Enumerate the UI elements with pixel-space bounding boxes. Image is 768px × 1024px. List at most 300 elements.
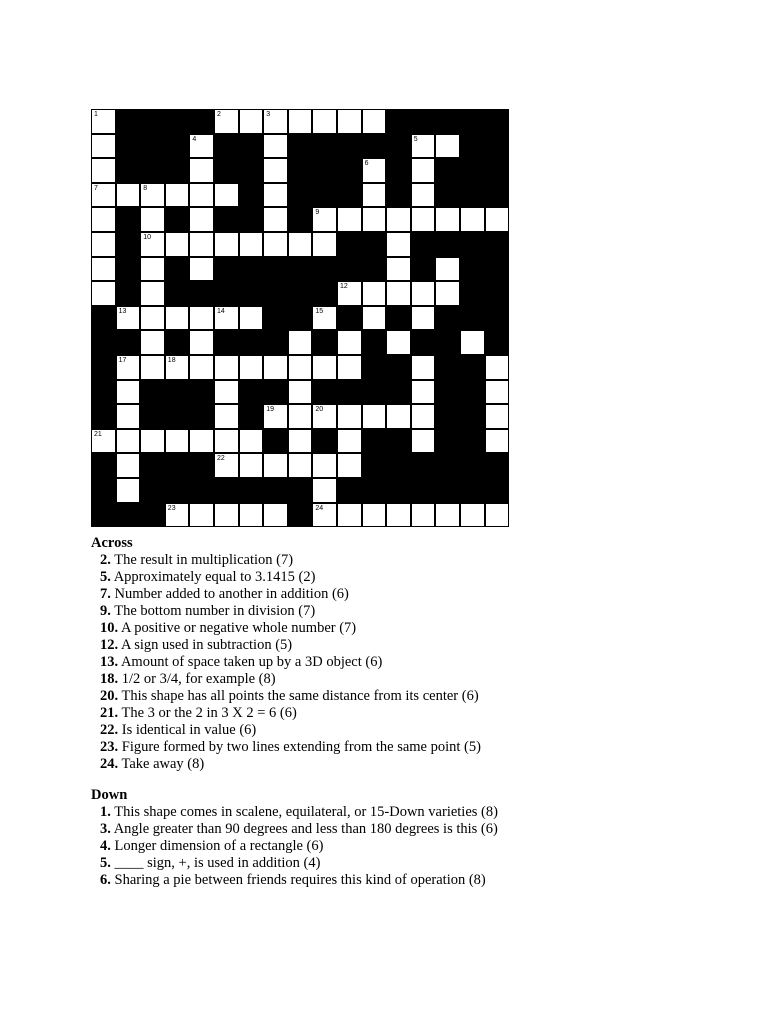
grid-cell-white[interactable] bbox=[263, 109, 288, 134]
grid-cell-black bbox=[485, 330, 510, 355]
grid-cell-white[interactable] bbox=[116, 429, 141, 454]
grid-cell-white[interactable] bbox=[337, 404, 362, 429]
grid-cell-white[interactable] bbox=[362, 183, 387, 208]
grid-cell-black bbox=[485, 306, 510, 331]
grid-cell-black bbox=[288, 207, 313, 232]
grid-cell-black bbox=[140, 109, 165, 134]
grid-cell-black bbox=[239, 257, 264, 282]
grid-cell-black bbox=[189, 453, 214, 478]
grid-cell-black bbox=[91, 404, 116, 429]
grid-cell-white[interactable] bbox=[214, 453, 239, 478]
grid-cell-black bbox=[116, 503, 141, 528]
grid-cell-black bbox=[460, 306, 485, 331]
grid-cell-white[interactable] bbox=[189, 183, 214, 208]
grid-cell-black bbox=[411, 453, 436, 478]
grid-cell-white[interactable] bbox=[435, 281, 460, 306]
grid-cell-white[interactable] bbox=[239, 306, 264, 331]
grid-cell-white[interactable] bbox=[140, 281, 165, 306]
grid-cell-black bbox=[91, 380, 116, 405]
grid-cell-black bbox=[288, 478, 313, 503]
clue-number-label: 10. bbox=[100, 620, 119, 636]
grid-cell-white[interactable] bbox=[312, 232, 337, 257]
grid-cell-black bbox=[485, 134, 510, 159]
grid-cell-black bbox=[165, 109, 190, 134]
grid-cell-black bbox=[337, 380, 362, 405]
grid-cell-white[interactable] bbox=[386, 207, 411, 232]
grid-cell-black bbox=[386, 453, 411, 478]
grid-cell-white[interactable] bbox=[189, 134, 214, 159]
grid-cell-black bbox=[435, 183, 460, 208]
grid-cell-black bbox=[214, 281, 239, 306]
grid-cell-white[interactable] bbox=[91, 134, 116, 159]
grid-cell-white[interactable] bbox=[337, 330, 362, 355]
grid-cell-white[interactable] bbox=[214, 380, 239, 405]
clue-number: 3 bbox=[266, 111, 271, 118]
grid-cell-white[interactable] bbox=[337, 429, 362, 454]
grid-cell-white[interactable] bbox=[411, 404, 436, 429]
grid-cell-white[interactable] bbox=[189, 355, 214, 380]
clue-number: 4 bbox=[192, 135, 197, 143]
grid-cell-white[interactable] bbox=[337, 109, 362, 134]
grid-cell-black bbox=[337, 257, 362, 282]
grid-cell-black bbox=[485, 281, 510, 306]
grid-cell-black bbox=[91, 478, 116, 503]
grid-cell-white[interactable] bbox=[165, 183, 190, 208]
grid-cell-black bbox=[140, 478, 165, 503]
across-clue bbox=[91, 739, 731, 756]
grid-cell-white[interactable] bbox=[288, 453, 313, 478]
grid-cell-white[interactable] bbox=[263, 134, 288, 159]
grid-cell-black bbox=[460, 158, 485, 183]
clue-number-label: 21. bbox=[100, 705, 119, 721]
grid-cell-white[interactable] bbox=[140, 207, 165, 232]
grid-cell-black bbox=[460, 380, 485, 405]
grid-cell-black bbox=[460, 404, 485, 429]
grid-cell-black bbox=[288, 281, 313, 306]
grid-cell-white[interactable] bbox=[337, 453, 362, 478]
clue-text: A positive or negative whole number (7) bbox=[118, 620, 357, 636]
grid-cell-white[interactable] bbox=[312, 503, 337, 528]
clue-text: Approximately equal to 3.1415 (2) bbox=[110, 569, 316, 585]
grid-cell-white[interactable] bbox=[91, 232, 116, 257]
grid-cell-white[interactable] bbox=[288, 380, 313, 405]
grid-cell-white[interactable] bbox=[214, 429, 239, 454]
grid-cell-black bbox=[337, 134, 362, 159]
grid-cell-white[interactable] bbox=[411, 207, 436, 232]
grid-cell-black bbox=[263, 478, 288, 503]
grid-cell-white[interactable] bbox=[411, 429, 436, 454]
clue-number: 17 bbox=[118, 357, 127, 364]
grid-cell-white[interactable] bbox=[411, 306, 436, 331]
grid-cell-white[interactable] bbox=[288, 232, 313, 257]
clue-number-label: 9. bbox=[100, 603, 111, 619]
grid-cell-black bbox=[239, 330, 264, 355]
grid-cell-black bbox=[312, 158, 337, 183]
grid-cell-black bbox=[312, 257, 337, 282]
grid-cell-white[interactable] bbox=[411, 380, 436, 405]
grid-cell-white[interactable] bbox=[140, 232, 165, 257]
grid-cell-black bbox=[411, 257, 436, 282]
grid-cell-black bbox=[386, 380, 411, 405]
grid-cell-white[interactable] bbox=[140, 183, 165, 208]
grid-cell-white[interactable] bbox=[189, 429, 214, 454]
grid-cell-black bbox=[435, 330, 460, 355]
grid-cell-white[interactable] bbox=[189, 503, 214, 528]
grid-cell-white[interactable] bbox=[362, 281, 387, 306]
grid-cell-black bbox=[386, 306, 411, 331]
grid-cell-white[interactable] bbox=[263, 158, 288, 183]
grid-cell-white[interactable] bbox=[288, 404, 313, 429]
clue-number: 9 bbox=[315, 209, 320, 217]
grid-cell-white[interactable] bbox=[116, 380, 141, 405]
grid-cell-white[interactable] bbox=[386, 404, 411, 429]
grid-cell-black bbox=[140, 453, 165, 478]
clue-text: Figure formed by two lines extending from the same point (5) bbox=[118, 739, 481, 755]
clue-number: 19 bbox=[266, 406, 274, 414]
grid-cell-white[interactable] bbox=[288, 429, 313, 454]
grid-cell-white[interactable] bbox=[239, 232, 264, 257]
grid-cell-white[interactable] bbox=[140, 257, 165, 282]
grid-cell-white[interactable] bbox=[91, 429, 116, 454]
grid-cell-white[interactable] bbox=[116, 453, 141, 478]
clue-text: A sign used in subtraction (5) bbox=[118, 637, 293, 653]
grid-cell-white[interactable] bbox=[362, 503, 387, 528]
grid-cell-black bbox=[165, 207, 190, 232]
clue-text: This shape has all points the same distance from its center (6) bbox=[118, 688, 479, 704]
clue-number-label: 2. bbox=[100, 552, 111, 568]
grid-cell-black bbox=[386, 183, 411, 208]
grid-cell-white[interactable] bbox=[91, 281, 116, 306]
grid-cell-white[interactable] bbox=[411, 355, 436, 380]
grid-cell-white[interactable] bbox=[337, 281, 362, 306]
grid-cell-black bbox=[239, 134, 264, 159]
grid-cell-black bbox=[263, 429, 288, 454]
grid-cell-black bbox=[189, 380, 214, 405]
grid-cell-white[interactable] bbox=[214, 355, 239, 380]
grid-cell-white[interactable] bbox=[165, 355, 190, 380]
grid-cell-white[interactable] bbox=[189, 158, 214, 183]
grid-cell-white[interactable] bbox=[214, 183, 239, 208]
grid-cell-white[interactable] bbox=[386, 257, 411, 282]
grid-cell-white[interactable] bbox=[91, 183, 116, 208]
grid-cell-black bbox=[165, 380, 190, 405]
grid-cell-white[interactable] bbox=[460, 330, 485, 355]
grid-cell-black bbox=[435, 380, 460, 405]
grid-cell-white[interactable] bbox=[312, 306, 337, 331]
clues-section bbox=[91, 535, 731, 903]
down-clue bbox=[91, 804, 731, 821]
grid-cell-white[interactable] bbox=[362, 207, 387, 232]
grid-cell-white[interactable] bbox=[91, 109, 116, 134]
grid-cell-black bbox=[140, 158, 165, 183]
grid-cell-black bbox=[362, 453, 387, 478]
grid-cell-white[interactable] bbox=[386, 232, 411, 257]
grid-cell-black bbox=[362, 355, 387, 380]
grid-cell-black bbox=[140, 134, 165, 159]
grid-cell-white[interactable] bbox=[485, 429, 510, 454]
grid-cell-black bbox=[485, 232, 510, 257]
grid-cell-white[interactable] bbox=[288, 330, 313, 355]
clue-number-label: 24. bbox=[100, 756, 119, 772]
grid-cell-white[interactable] bbox=[214, 232, 239, 257]
grid-cell-black bbox=[337, 232, 362, 257]
grid-cell-black bbox=[189, 281, 214, 306]
grid-cell-white[interactable] bbox=[263, 183, 288, 208]
grid-cell-black bbox=[263, 257, 288, 282]
across-clue bbox=[91, 688, 731, 705]
grid-cell-white[interactable] bbox=[165, 306, 190, 331]
grid-cell-white[interactable] bbox=[239, 503, 264, 528]
grid-cell-black bbox=[165, 281, 190, 306]
grid-cell-white[interactable] bbox=[165, 232, 190, 257]
grid-cell-white[interactable] bbox=[91, 158, 116, 183]
grid-cell-black bbox=[460, 453, 485, 478]
down-clue bbox=[91, 855, 731, 872]
across-heading: Across bbox=[91, 535, 133, 551]
grid-cell-white[interactable] bbox=[362, 109, 387, 134]
grid-cell-black bbox=[485, 478, 510, 503]
grid-cell-white[interactable] bbox=[435, 257, 460, 282]
clue-number-label: 4. bbox=[100, 838, 111, 854]
grid-cell-black bbox=[386, 158, 411, 183]
clue-number: 18 bbox=[167, 357, 176, 364]
down-clue bbox=[91, 821, 731, 838]
grid-cell-white[interactable] bbox=[312, 109, 337, 134]
clue-number: 10 bbox=[143, 234, 151, 241]
grid-cell-white[interactable] bbox=[214, 306, 239, 331]
grid-cell-white[interactable] bbox=[239, 109, 264, 134]
grid-cell-black bbox=[312, 429, 337, 454]
grid-cell-white[interactable] bbox=[263, 453, 288, 478]
grid-cell-black bbox=[485, 109, 510, 134]
clue-number-label: 7. bbox=[100, 586, 111, 602]
grid-cell-black bbox=[312, 134, 337, 159]
grid-cell-white[interactable] bbox=[214, 404, 239, 429]
grid-cell-black bbox=[485, 158, 510, 183]
grid-cell-black bbox=[337, 478, 362, 503]
across-clue bbox=[91, 637, 731, 654]
clue-number-label: 1. bbox=[100, 804, 111, 820]
grid-cell-black bbox=[362, 257, 387, 282]
clue-number-label: 20. bbox=[100, 688, 119, 704]
grid-cell-white[interactable] bbox=[189, 330, 214, 355]
grid-cell-black bbox=[362, 380, 387, 405]
grid-cell-white[interactable] bbox=[337, 503, 362, 528]
grid-cell-black bbox=[91, 330, 116, 355]
grid-cell-white[interactable] bbox=[263, 355, 288, 380]
grid-cell-black bbox=[337, 158, 362, 183]
grid-cell-white[interactable] bbox=[312, 207, 337, 232]
grid-cell-black bbox=[386, 478, 411, 503]
grid-cell-white[interactable] bbox=[116, 183, 141, 208]
grid-cell-black bbox=[362, 232, 387, 257]
grid-cell-white[interactable] bbox=[263, 232, 288, 257]
clue-number: 21 bbox=[94, 430, 102, 438]
grid-cell-white[interactable] bbox=[435, 503, 460, 528]
grid-cell-black bbox=[239, 380, 264, 405]
clue-number-label: 12. bbox=[100, 637, 119, 653]
clue-text: The result in multiplication (7) bbox=[110, 552, 294, 568]
grid-cell-white[interactable] bbox=[485, 503, 510, 528]
grid-cell-black bbox=[435, 232, 460, 257]
grid-cell-white[interactable] bbox=[140, 429, 165, 454]
clue-text: Is identical in value (6) bbox=[118, 722, 257, 738]
grid-cell-white[interactable] bbox=[435, 207, 460, 232]
grid-cell-black bbox=[460, 429, 485, 454]
grid-cell-black bbox=[288, 503, 313, 528]
clue-text: Longer dimension of a rectangle (6) bbox=[110, 838, 324, 854]
grid-cell-black bbox=[116, 158, 141, 183]
clue-number: 14 bbox=[217, 307, 225, 315]
grid-cell-black bbox=[239, 478, 264, 503]
grid-cell-white[interactable] bbox=[312, 453, 337, 478]
grid-cell-white[interactable] bbox=[337, 207, 362, 232]
grid-cell-black bbox=[239, 207, 264, 232]
grid-cell-white[interactable] bbox=[362, 404, 387, 429]
grid-cell-black bbox=[460, 134, 485, 159]
clue-number: 24 bbox=[315, 504, 324, 512]
grid-cell-black bbox=[189, 109, 214, 134]
grid-cell-white[interactable] bbox=[165, 503, 190, 528]
grid-cell-black bbox=[165, 404, 190, 429]
grid-cell-black bbox=[362, 429, 387, 454]
grid-cell-black bbox=[239, 281, 264, 306]
clue-text: Amount of space taken up by a 3D object (6) bbox=[118, 654, 383, 670]
grid-cell-black bbox=[288, 257, 313, 282]
grid-cell-white[interactable] bbox=[312, 478, 337, 503]
across-clue bbox=[91, 552, 731, 569]
grid-cell-white[interactable] bbox=[386, 330, 411, 355]
grid-cell-white[interactable] bbox=[214, 503, 239, 528]
grid-cell-white[interactable] bbox=[165, 429, 190, 454]
grid-cell-white[interactable] bbox=[214, 109, 239, 134]
grid-cell-white[interactable] bbox=[362, 158, 387, 183]
grid-cell-white[interactable] bbox=[263, 404, 288, 429]
grid-cell-black bbox=[165, 453, 190, 478]
grid-cell-black bbox=[140, 380, 165, 405]
grid-cell-black bbox=[263, 330, 288, 355]
clue-number-label: 6. bbox=[100, 872, 111, 888]
grid-cell-white[interactable] bbox=[91, 257, 116, 282]
grid-cell-black bbox=[91, 503, 116, 528]
grid-cell-white[interactable] bbox=[116, 478, 141, 503]
grid-cell-white[interactable] bbox=[140, 306, 165, 331]
grid-cell-white[interactable] bbox=[411, 281, 436, 306]
grid-cell-white[interactable] bbox=[263, 207, 288, 232]
grid-cell-white[interactable] bbox=[485, 355, 510, 380]
grid-cell-black bbox=[165, 478, 190, 503]
across-clue-list bbox=[91, 552, 731, 773]
grid-cell-white[interactable] bbox=[239, 453, 264, 478]
grid-cell-black bbox=[288, 158, 313, 183]
grid-cell-black bbox=[214, 134, 239, 159]
across-clue bbox=[91, 671, 731, 688]
grid-cell-black bbox=[140, 404, 165, 429]
grid-cell-black bbox=[386, 134, 411, 159]
grid-cell-black bbox=[485, 183, 510, 208]
grid-cell-white[interactable] bbox=[312, 355, 337, 380]
grid-cell-black bbox=[263, 281, 288, 306]
clue-number: 6 bbox=[364, 160, 369, 168]
grid-cell-black bbox=[263, 380, 288, 405]
clue-number: 1 bbox=[94, 111, 98, 118]
grid-cell-white[interactable] bbox=[140, 355, 165, 380]
grid-cell-white[interactable] bbox=[189, 257, 214, 282]
grid-cell-white[interactable] bbox=[362, 306, 387, 331]
grid-cell-white[interactable] bbox=[91, 207, 116, 232]
across-clue bbox=[91, 654, 731, 671]
grid-cell-white[interactable] bbox=[485, 380, 510, 405]
grid-cell-white[interactable] bbox=[189, 232, 214, 257]
grid-cell-white[interactable] bbox=[485, 404, 510, 429]
grid-cell-white[interactable] bbox=[312, 404, 337, 429]
grid-cell-black bbox=[485, 453, 510, 478]
grid-cell-black bbox=[337, 306, 362, 331]
grid-cell-white[interactable] bbox=[386, 503, 411, 528]
grid-cell-black bbox=[312, 183, 337, 208]
grid-cell-white[interactable] bbox=[140, 330, 165, 355]
grid-cell-white[interactable] bbox=[411, 158, 436, 183]
clue-number: 12 bbox=[340, 283, 348, 291]
grid-cell-white[interactable] bbox=[386, 281, 411, 306]
grid-cell-black bbox=[239, 404, 264, 429]
grid-cell-white[interactable] bbox=[411, 134, 436, 159]
grid-cell-white[interactable] bbox=[288, 109, 313, 134]
grid-cell-white[interactable] bbox=[189, 306, 214, 331]
grid-cell-white[interactable] bbox=[116, 306, 141, 331]
grid-cell-black bbox=[116, 134, 141, 159]
grid-cell-black bbox=[189, 478, 214, 503]
grid-cell-white[interactable] bbox=[116, 355, 141, 380]
grid-cell-black bbox=[411, 330, 436, 355]
across-clue bbox=[91, 756, 731, 773]
across-clue bbox=[91, 603, 731, 620]
grid-cell-white[interactable] bbox=[116, 404, 141, 429]
grid-cell-white[interactable] bbox=[239, 355, 264, 380]
grid-cell-white[interactable] bbox=[189, 207, 214, 232]
grid-cell-white[interactable] bbox=[239, 429, 264, 454]
grid-cell-black bbox=[460, 232, 485, 257]
grid-cell-black bbox=[214, 478, 239, 503]
grid-cell-black bbox=[312, 330, 337, 355]
grid-cell-white[interactable] bbox=[263, 503, 288, 528]
grid-cell-black bbox=[116, 109, 141, 134]
clue-number: 13 bbox=[118, 307, 127, 315]
grid-cell-black bbox=[239, 158, 264, 183]
grid-cell-black bbox=[460, 355, 485, 380]
grid-cell-black bbox=[312, 281, 337, 306]
grid-cell-white[interactable] bbox=[485, 207, 510, 232]
grid-cell-black bbox=[189, 404, 214, 429]
grid-cell-black bbox=[214, 158, 239, 183]
grid-cell-white[interactable] bbox=[337, 355, 362, 380]
grid-cell-black bbox=[460, 183, 485, 208]
grid-cell-white[interactable] bbox=[460, 503, 485, 528]
grid-cell-black bbox=[116, 257, 141, 282]
grid-cell-white[interactable] bbox=[411, 503, 436, 528]
grid-cell-white[interactable] bbox=[435, 134, 460, 159]
grid-cell-white[interactable] bbox=[460, 207, 485, 232]
clue-text: Take away (8) bbox=[118, 756, 205, 772]
grid-cell-black bbox=[435, 306, 460, 331]
clue-number: 15 bbox=[315, 307, 324, 315]
grid-cell-black bbox=[386, 109, 411, 134]
grid-cell-white[interactable] bbox=[288, 355, 313, 380]
grid-cell-white[interactable] bbox=[411, 183, 436, 208]
grid-cell-black bbox=[116, 232, 141, 257]
clue-text: The bottom number in division (7) bbox=[110, 603, 316, 619]
grid-cell-black bbox=[239, 183, 264, 208]
